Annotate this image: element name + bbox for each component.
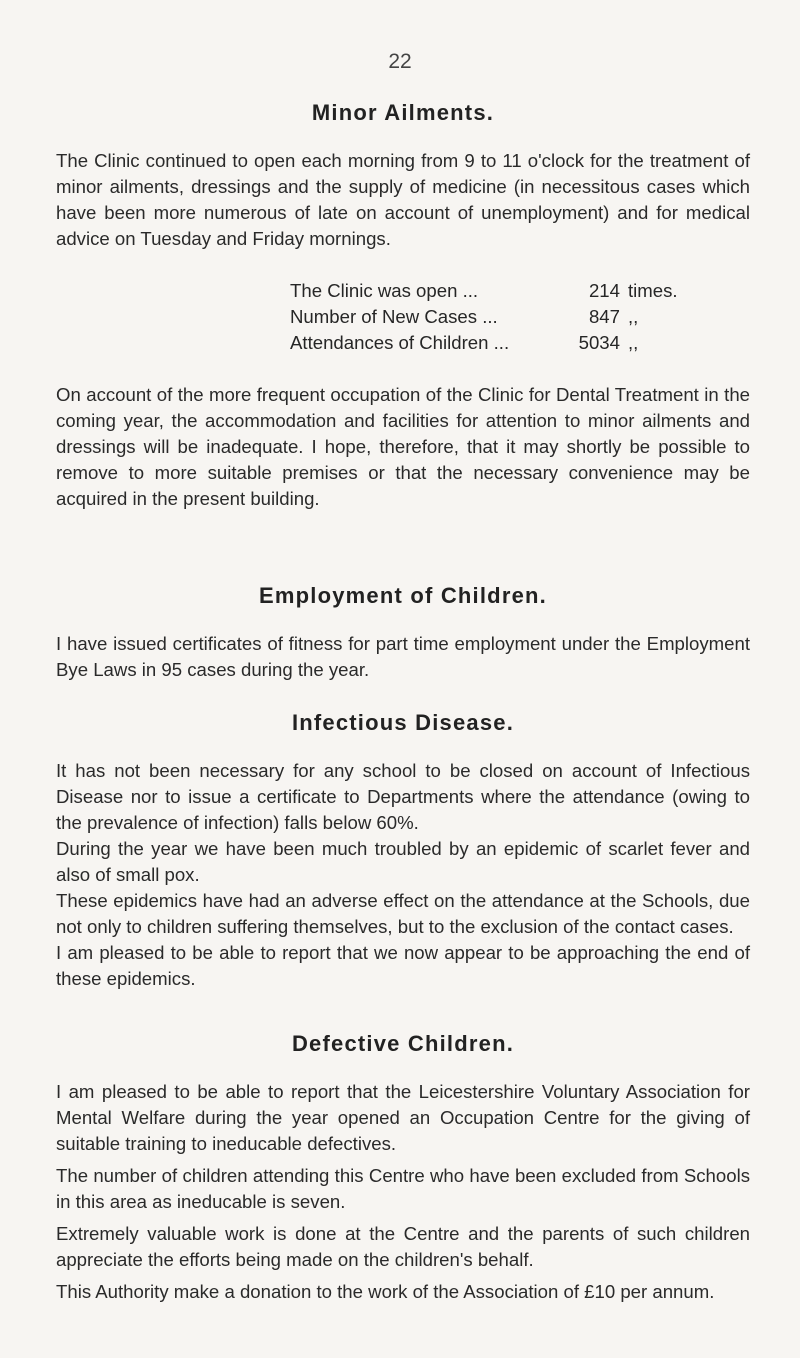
paragraph-dental-accommodation: On account of the more frequent occupation of the Clinic for Dental Treatment in the coming year, the accommodation and facilities for attention to minor ailments and dressings will be inadequate. I hope, therefore, that it may shortly be possible to remove to more suitable premises or that the necessary convenience may be acquired in the present building. bbox=[56, 384, 750, 509]
paragraph-infectious: During the year we have been much troubled by an epidemic of scarlet fever and also of small pox. bbox=[56, 838, 750, 885]
page-number: 22 bbox=[388, 50, 412, 73]
section-employment bbox=[56, 583, 750, 683]
section-defective-children bbox=[56, 1031, 750, 1305]
stats-row bbox=[290, 330, 750, 356]
paragraph-infectious: It has not been necessary for any school to be closed on account of Infectious Disease nor to issue a certificate to Departments where the attendance (owing to the prevalence of infection) falls below 60%. bbox=[56, 760, 750, 833]
paragraph-defective: I am pleased to be able to report that the Leicestershire Voluntary Association for Mental Welfare during the year opened an Occupation Centre for the giving of suitable training to ineducable defectives. bbox=[56, 1081, 750, 1154]
paragraph-infectious: I am pleased to be able to report that we now appear to be approaching the end of these epidemics. bbox=[56, 942, 750, 989]
heading-infectious-disease: Infectious Disease. bbox=[291, 710, 515, 735]
paragraph-defective: Extremely valuable work is done at the Centre and the parents of such children appreciate the efforts being made on the children's behalf. bbox=[56, 1223, 750, 1270]
section-infectious-disease bbox=[56, 710, 750, 992]
stats-unit: ,, bbox=[628, 332, 639, 353]
heading-minor-ailments: Minor Ailments. bbox=[311, 100, 495, 125]
stats-unit: ,, bbox=[628, 306, 639, 327]
stats-row bbox=[290, 278, 750, 304]
stats-value: 847 bbox=[588, 306, 620, 327]
clinic-stats-table bbox=[290, 278, 750, 356]
section-minor-ailments bbox=[56, 100, 750, 512]
stats-value: 5034 bbox=[578, 332, 620, 353]
stats-row bbox=[290, 304, 750, 330]
stats-unit: times. bbox=[628, 280, 678, 301]
paragraph-defective: The number of children attending this Centre who have been excluded from Schools in this area as ineducable is seven. bbox=[56, 1165, 750, 1212]
stats-label: Number of New Cases ... bbox=[290, 306, 498, 327]
stats-label: The Clinic was open ... bbox=[290, 280, 479, 301]
paragraph-defective: This Authority make a donation to the work of the Association of £10 per annum. bbox=[56, 1281, 715, 1302]
stats-label: Attendances of Children ... bbox=[290, 332, 510, 353]
paragraph-infectious: These epidemics have had an adverse effect on the attendance at the Schools, due not only to children suffering themselves, but to the exclusion of the contact cases. bbox=[56, 890, 750, 937]
paragraph-employment: I have issued certificates of fitness for part time employment under the Employment Bye Laws in 95 cases during the year. bbox=[56, 633, 750, 680]
heading-employment: Employment of Children. bbox=[259, 583, 547, 608]
paragraph-clinic-intro: The Clinic continued to open each morning from 9 to 11 o'clock for the treatment of minor ailments, dressings and the supply of medicine (in necessitous cases which have been more numerous of late on account of unemployment) and for medical advice on Tuesday and Friday mornings. bbox=[56, 150, 750, 249]
stats-value: 214 bbox=[588, 280, 620, 301]
heading-defective-children: Defective Children. bbox=[291, 1031, 515, 1056]
